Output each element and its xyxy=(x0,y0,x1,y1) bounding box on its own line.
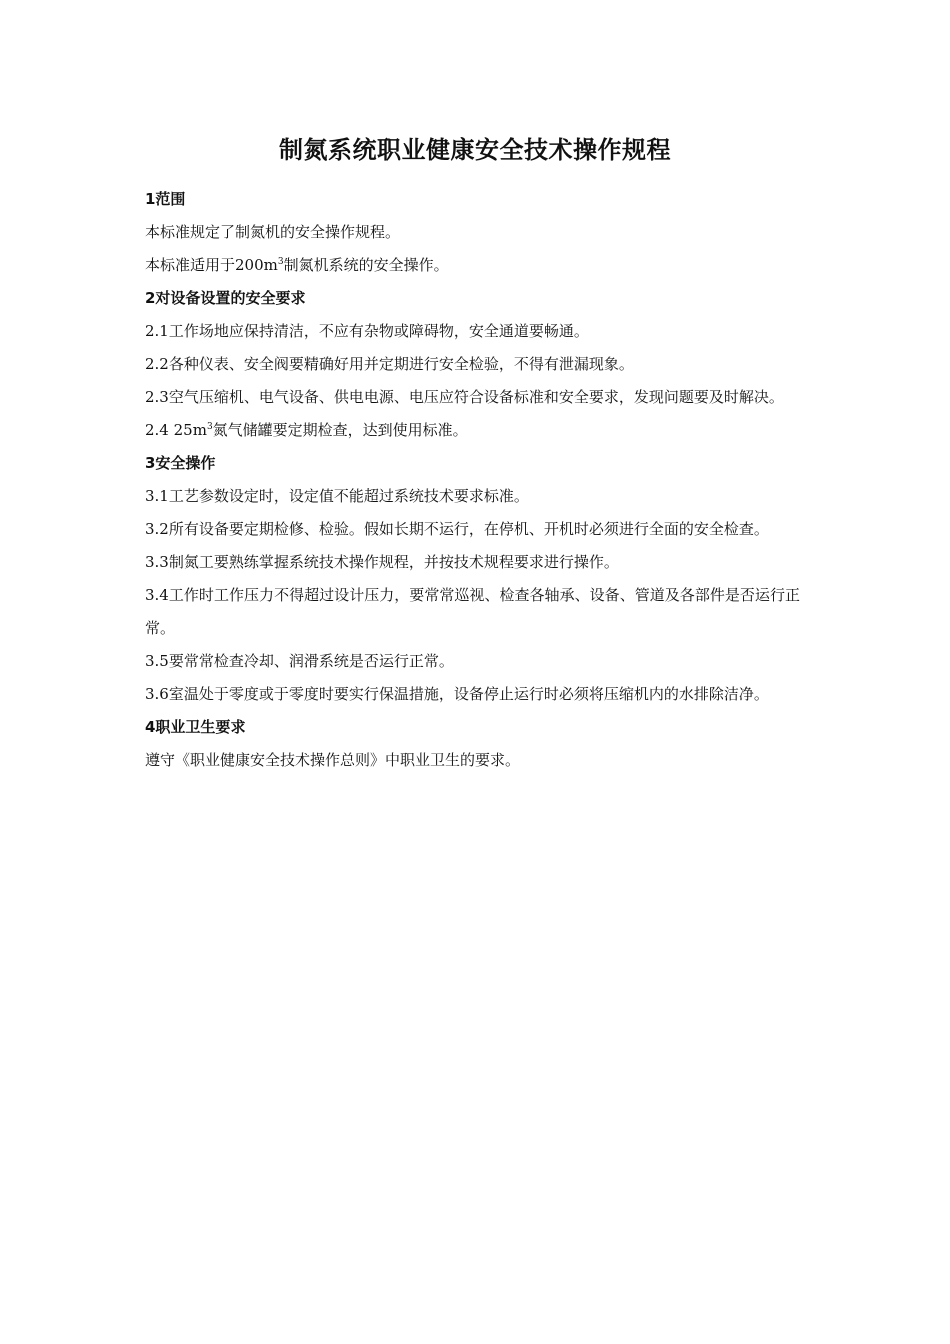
section-heading-operation: 3安全操作 xyxy=(145,454,216,472)
paragraph: 2.1工作场地应保持清洁，不应有杂物或障碍物，安全通道要畅通。 xyxy=(145,322,589,340)
paragraph: 3.6室温处于零度或于零度时要实行保温措施，设备停止运行时必须将压缩机内的水排除洁净。 xyxy=(145,685,769,703)
section-heading-hygiene: 4职业卫生要求 xyxy=(145,718,246,736)
document-body xyxy=(145,183,800,777)
paragraph: 本标准规定了制氮机的安全操作规程。 xyxy=(145,223,401,241)
paragraph-storage-tank xyxy=(145,414,800,447)
section-heading-scope: 1范围 xyxy=(145,190,186,208)
paragraph: 遵守《职业健康安全技术操作总则》中职业卫生的要求。 xyxy=(145,751,521,769)
paragraph: 2.2各种仪表、安全阀要精确好用并定期进行安全检验，不得有泄漏现象。 xyxy=(145,355,634,373)
paragraph: 3.5要常常检查冷却、润滑系统是否运行正常。 xyxy=(145,652,454,670)
superscript: 3 xyxy=(277,257,284,267)
text-run: 制氮机系统的安全操作。 xyxy=(283,256,449,274)
paragraph: 3.1工艺参数设定时，设定值不能超过系统技术要求标准。 xyxy=(145,487,529,505)
paragraph: 2.3空气压缩机、电气设备、供电电源、电压应符合设备标准和安全要求，发现问题要及时解决。 xyxy=(145,388,784,406)
paragraph: 3.3制氮工要熟练掌握系统技术操作规程，并按技术规程要求进行操作。 xyxy=(145,553,619,571)
section-heading-equipment: 2对设备设置的安全要求 xyxy=(145,289,306,307)
document-title: 制氮系统职业健康安全技术操作规程 xyxy=(279,136,671,164)
text-run: 2.4 25m xyxy=(145,421,207,439)
text-run: 氮气储罐要定期检查，达到使用标准。 xyxy=(212,421,468,439)
paragraph: 3.2所有设备要定期检修、检验。假如长期不运行，在停机、开机时必须进行全面的安全检查。 xyxy=(145,520,769,538)
text-run: 本标准适用于200m xyxy=(145,256,278,274)
paragraph-applicability xyxy=(145,249,800,282)
paragraph: 3.4工作时工作压力不得超过设计压力，要常常巡视、检查各轴承、设备、管道及各部件是否运行正常。 xyxy=(145,586,800,637)
superscript: 3 xyxy=(206,422,213,432)
